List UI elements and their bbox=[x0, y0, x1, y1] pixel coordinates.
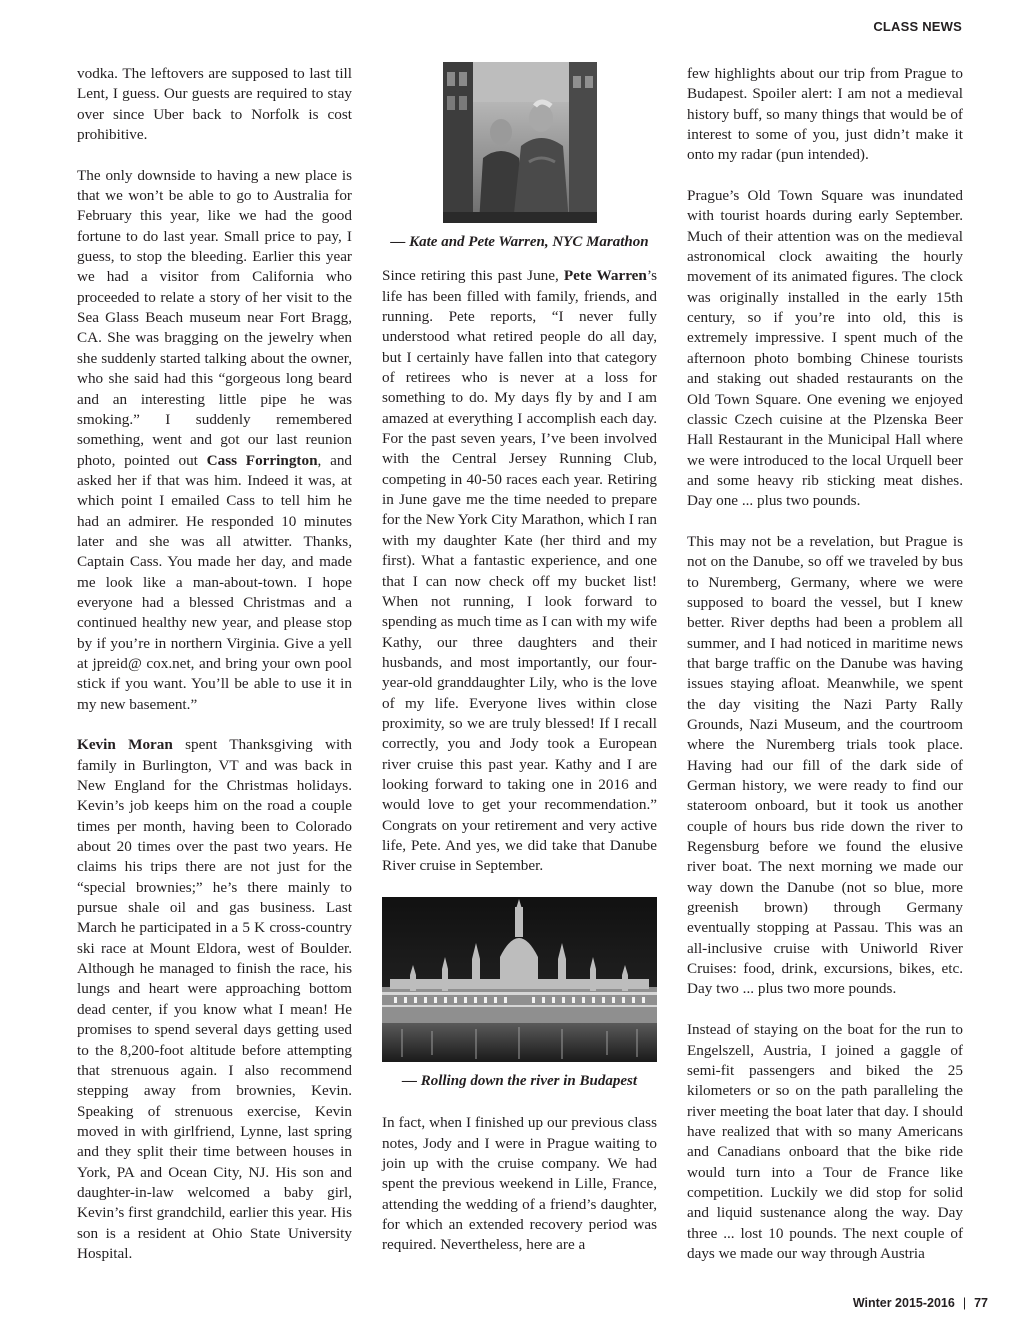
text-run: , and asked her if that was him. Indeed it was, at which point I emailed Cass to tell him he had an admirer. He responded 10 minutes later and she was all atwitter. Thanks, Captain Cass. You made her day, and made me look like a man-about-town. I hope everyone had a blessed Christmas and a continued healthy new year, and please stop by if you’re in northern Virginia. Give a yell at jpreid@ cox.net, and bring your own pool stick if you want. You’ll be able to use it in my new basement.” bbox=[77, 451, 353, 713]
paragraph: This may not be a revelation, but Prague is not on the Danube, so off we traveled by bus to Nuremberg, Germany, where we were supposed to board the vessel, but I knew better. River depths had been a problem all summer, and I had noticed in maritime news that barge traffic on the Danube was having issues staying afloat. Meanwhile, we spent the day visiting the Nazi Party Rally Grounds, Nazi Museum, and the courtroom where the Nuremberg trials took place. Having had our fill of the dark side of German history, we were ready to find our stateroom onboard, but it took us another couple of hours bus ride down the river to Regensburg before we found the elusive river boat. The next morning we made our way down the Danube (not so blue, more greenish brown) through Germany eventually stopping at Passau. This was an all-inclusive cruise with Uniworld River Cruises: food, drink, excursions, bikes, etc. Day two ... plus two more pounds. bbox=[687, 532, 963, 998]
section-header: CLASS NEWS bbox=[873, 19, 962, 34]
paragraph: Prague’s Old Town Square was inundated with tourist hoards during early September. Much of their attention was on the medieval astronomical clock awaiting the hourly movement of its animated figures. The clock was originally installed in the early 15th century, so if you’re into old, this is extremely impressive. I spent much of the afternoon photo bombing Chinese tourists and staking out shaded restaurants on the Old Town Square. One evening we enjoyed classic Czech cuisine at the Plzenska Beer Hall Restaurant in the Municipal Hall where we were introduced to the local Urquell beer and some heavy rib sticking meat dishes. Day one ... plus two pounds. bbox=[687, 187, 963, 510]
paragraph: Instead of staying on the boat for the run to Engelszell, Austria, I joined a gaggle of semi-fit passengers and biked the 25 kilometers or so on the path paralleling the river meeting the boat later that day. I should have realized that with so many Americans and Canadians onboard that the bike ride would turn into a Tour de France like competition. Luckily we did stop for solid and liquid sustenance along the way. Day three ... lost 10 pounds. The next couple of days we made our way through Austria bbox=[687, 1021, 963, 1262]
paragraph bbox=[77, 735, 352, 1264]
text-run: ’s life has been filled with family, friends, and running. Pete reports, “I never fully understood what retired people do all day, but I certainly have fallen into that category of retirees who is never at a loss for something to do. My days fly by and I am amazed at everything I accomplish each day. For the past seven years, I’ve been involved with the Central Jersey Running Club, competing in 40-50 races each year. Retiring in June gave me the time needed to prepare for the New York City Marathon, which I ran with my daughter Kate (her third and my first). What a fantastic experience, and one that I can now check off my bucket list! When not running, I look forward to spending as much time as I can with my wife Kathy, our three daughters and their husbands, and most importantly, our four-year-old granddaughter Lily, who is the love of my life. Everyone lives within close proximity, so we are truly blessed! If I recall correctly, you and Jody took a European river cruise this past year. Kathy and I are looking forward to taking one in 2016 and would love to get your recommendation.” Congrats on your retirement and very active life, Pete. And yes, we did take that Danube River cruise in September. bbox=[382, 267, 658, 875]
budapest-photo bbox=[382, 897, 657, 1062]
person-name: Kevin Moran bbox=[77, 736, 173, 754]
paragraph: vodka. The leftovers are supposed to last till Lent, I guess. Our guests are required to stay over since Uber back to Norfolk is cost prohibitive. bbox=[77, 65, 352, 144]
column-left bbox=[77, 64, 352, 1285]
column-right bbox=[687, 64, 963, 1285]
column-middle bbox=[382, 62, 657, 1276]
photo-caption: — Kate and Pete Warren, NYC Marathon bbox=[390, 234, 649, 250]
footer-separator: | bbox=[962, 1296, 967, 1310]
paragraph: In fact, when I finished up our previous class notes, Jody and I were in Prague waiting to join up with the cruise company. We had spent the previous weekend in Lille, France, attending the wedding of a friend’s daughter, for which an extended recovery period was required. Nevertheless, here are a bbox=[382, 1114, 657, 1254]
text-run: The only downside to having a new place is that we won’t be able to go to Australia for February this year, like we had the good fortune to do last year. Small price to pay, I guess, to stop the bleeding. Earlier this year we had a visitor from California who proceeded to relate a story of her visit to the Sea Glass Beach museum near Fort Bragg, CA. She was bragging on the jewelry when she suddenly started talking about the owner, who she said had this “gorgeous long beard and an interesting little pipe he was smoking.” I suddenly remembered something, went and got our last reunion photo, pointed out bbox=[77, 166, 352, 469]
marathon-photo-graphic bbox=[443, 62, 597, 223]
text-run: Since retiring this past June, bbox=[382, 267, 559, 285]
text-run: spent Thanksgiving with family in Burlington, VT and was back in New England for the Christmas holidays. Kevin’s job keeps him on the road a couple times per month, having been to Colorado about 20 times over the past two years. He claims his trips there are not just for the “special brownies;” he’s there mainly to pursue shale oil and gas business. Last March he participated in a 5 K cross-country ski race at Mount Eldora, west of Boulder. Although he managed to finish the race, his lungs and heart were approaching bottom dead center, if you know what I mean! He promises to spend several days getting used to the 8,200-foot altitude before attempting that strenuous again. I also recommend stepping away from brownies, Kevin. Speaking of strenuous exercise, Kevin moved in with girlfriend, Lynne, last spring and they split their time between houses in York, PA and Ocean City, NJ. His son and daughter-in-law welcomed a baby girl, Kevin’s first grandchild, earlier this year. His son is a resident at Ohio State University Hospital. bbox=[77, 736, 353, 1262]
paragraph bbox=[382, 266, 657, 876]
paragraph: few highlights about our trip from Prague to Budapest. Spoiler alert: I am not a medieval history buff, so many things that would be of interest to some of you, just didn’t make it onto my radar (pun intended). bbox=[687, 65, 963, 164]
person-name: Pete Warren bbox=[563, 267, 647, 285]
issue-label: Winter 2015-2016 bbox=[852, 1296, 955, 1310]
paragraph bbox=[77, 166, 352, 715]
budapest-photo-graphic bbox=[382, 897, 657, 1062]
marathon-photo bbox=[443, 62, 597, 223]
page-footer bbox=[853, 1296, 988, 1310]
page-number: 77 bbox=[974, 1296, 988, 1310]
photo-caption: — Rolling down the river in Budapest bbox=[401, 1073, 638, 1089]
person-name: Cass Forrington bbox=[206, 451, 318, 469]
